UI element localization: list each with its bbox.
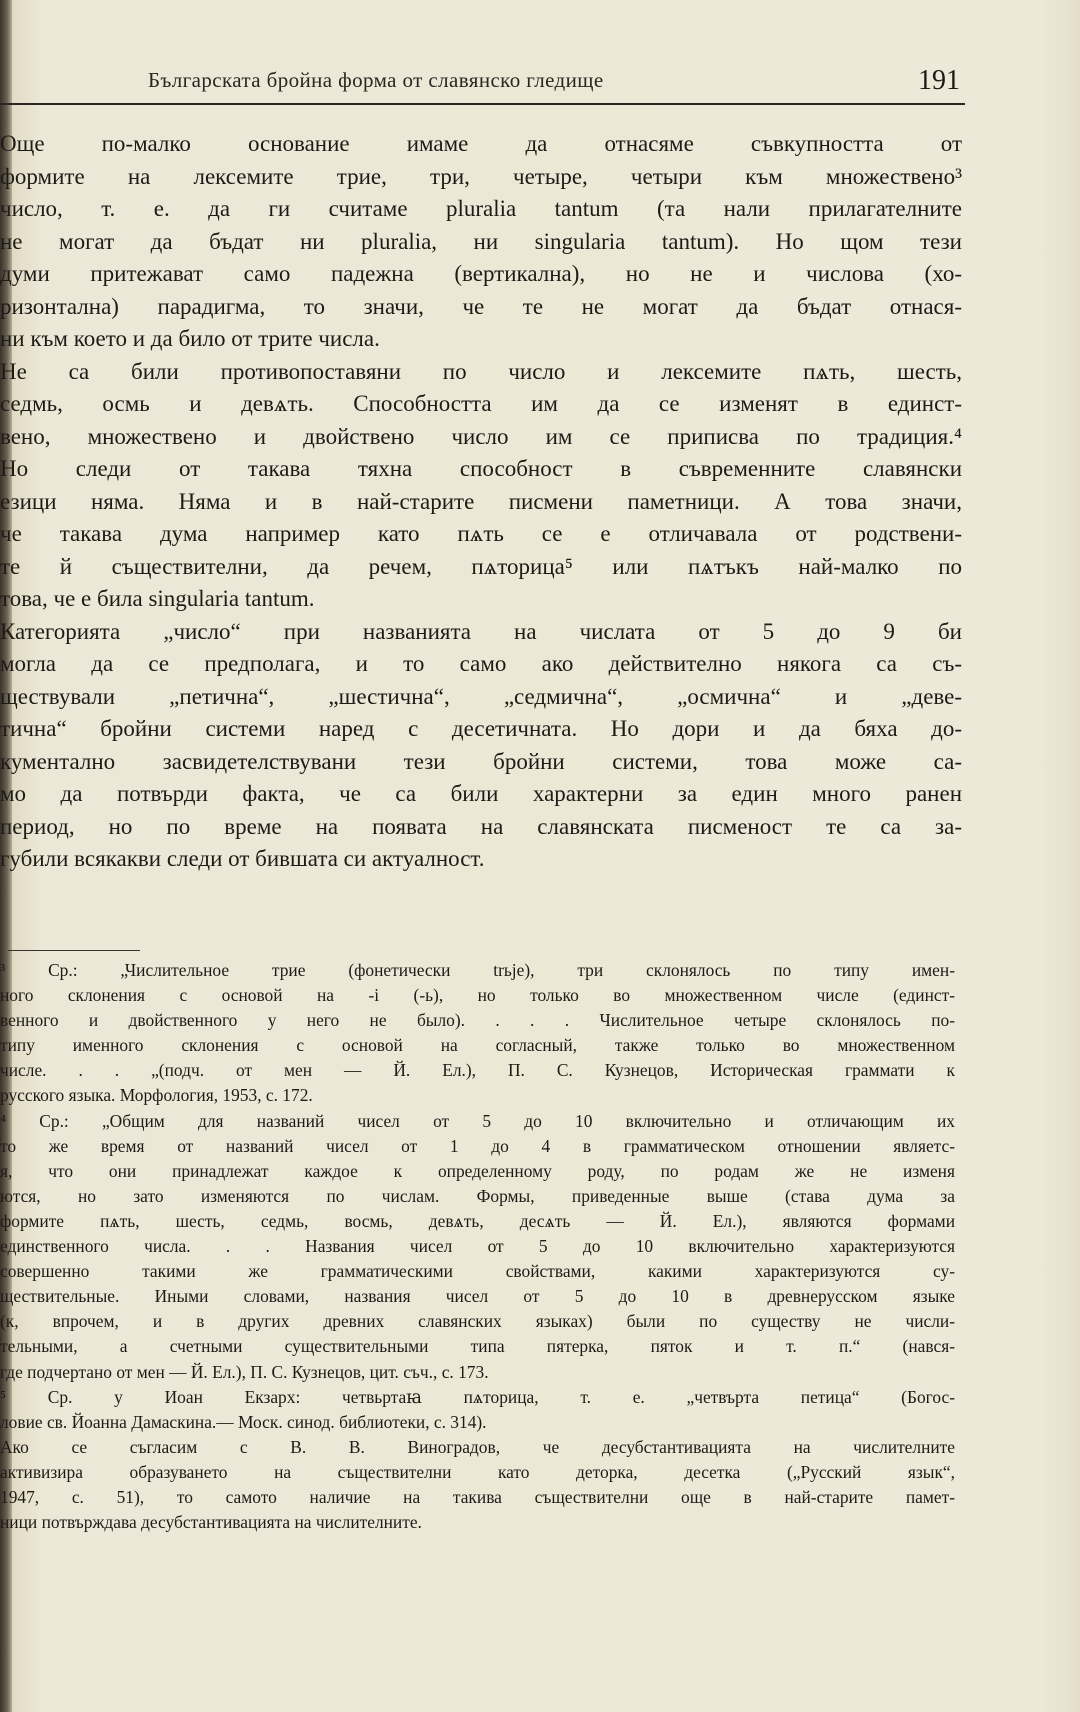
text-line: те й съществителни, да речем, пѧторица⁵ или пѧтъкъ най-малко по [0,553,962,579]
footnote-line: ются, но зато изменяются по числам. Формы, приведенные выше (става дума за [0,1185,955,1206]
header-rule [0,103,965,105]
footnote-separator [8,950,140,951]
footnote-line: единственного числа. . . Названия чисел от 5 до 10 включительно характеризуются [0,1236,955,1257]
text-line: това, че е била singularia tantum. [0,586,315,611]
running-title: Българската бройна форма от славянско гледище [148,68,604,92]
footnote-line: ³ Ср.: „Числительное трие (фонетически trьje), три склонялось по типу имен- [0,960,955,980]
text-line: период, но по време на появата на славянската писменост те са за- [0,813,962,839]
text-line: могла да се предполага, и то само ако действително някога са съ- [0,651,962,676]
main-text [0,128,962,876]
footnote-line: формите пѧть, шесть, седмь, восмь, девѧть, десѧть — Й. Ел.), являются формами [0,1210,955,1231]
text-line: Категорията „число“ при названията на числата от 5 до 9 би [0,618,962,644]
footnote-line: активизира образуването на съществителни като деторка, десетка („Русский язык“, [0,1461,955,1482]
footnote-line: венного и двойственного у него не было). . . . Числительное четыре склонялось по- [0,1010,955,1031]
footnote-line: 1947, с. 51), то самото наличие на такива съществителни още в най-старите памет- [0,1486,955,1507]
text-line: губили всякакви следи от бившата си актуалност. [0,846,485,871]
footnote-line: русского языка. Морфология, 1953, с. 172. [0,1085,313,1106]
text-line: ни към което и да било от трите числа. [0,326,380,351]
text-line: езици няма. Няма и в най-старите писмени паметници. А това значи, [0,488,962,514]
footnote-line: где подчертано от мен — Й. Ел.), П. С. Кузнецов, цит. съч., с. 173. [0,1361,489,1382]
text-line: Не са били противопоставяни по число и лексемите пѧть, шесть, [0,358,962,384]
footnote-line: типу именного склонения с основой на согласный, также только во множественном [0,1035,955,1056]
text-line: формите на лексемите трие, три, четыре, четыри към множествено³ [0,163,962,189]
footnote-line: числе. . . „(подч. от мен — Й. Ел.), П. С. Кузнецов, Историческая граммати к [0,1060,955,1081]
text-line: Но следи от такава тяхна способност в съвременните славянски [0,456,962,481]
text-line: Още по-малко основание имаме да отнасяме съвкупността от [0,131,962,156]
footnote-line: то же время от названий чисел от 1 до 4 в грамматическом отношении являетс- [0,1135,955,1156]
footnote-line: ници потвърждава десубстантивацията на числителните. [0,1512,422,1533]
footnote-line: ⁴ Ср.: „Общим для названий чисел от 5 до 10 включительно и отличающим их [0,1110,955,1131]
footnote-line: совершенно такими же грамматическими свойствами, какими характеризуются су- [0,1261,955,1282]
page-number: 191 [918,65,960,96]
text-line: тична“ бройни системи наред с десетичната. Но дори и да бяха до- [0,716,962,741]
page-header [0,60,968,112]
footnote-line: тельными, а счетными существительными типа пятерка, пяток и т. п.“ (нався- [0,1336,955,1357]
footnote-line: (к, впрочем, и в других древних славянских языках) были по существу не числи- [0,1311,955,1332]
text-line: число, т. е. да ги считаме pluralia tantum (та нали прилагателните [0,196,962,221]
footnote-line: ловие св. Йоанна Дамаскина.— Моск. синод. библиотеки, с. 314). [0,1411,487,1432]
footnote-line: ществительные. Иными словами, названия чисел от 5 до 10 в древнерусском языке [0,1286,955,1307]
text-line: кументално засвидетелствувани тези бройни системи, това може са- [0,748,962,774]
text-line: седмь, осмь и девѧть. Способността им да се изменят в единст- [0,391,962,416]
footnote-line: Ако се съгласим с В. В. Виноградов, че десубстантивацията на числителните [0,1436,955,1457]
text-line: думи притежават само падежна (вертикална), но не и числова (хо- [0,261,962,286]
text-line: не могат да бъдат ни pluralia, ни singularia tantum). Но щом тези [0,228,962,254]
footnote-line: ⁵ Ср. у Иоан Екзарх: четвьртаꙗ пѧторица, т. е. „четвърта петица“ (Богос- [0,1386,955,1407]
footnotes [0,958,955,1535]
text-line: че такава дума например като пѧть се е отличавала от родствени- [0,521,962,546]
text-line: мо да потвърди факта, че са били характерни за един много ранен [0,781,962,806]
footnote-line: ного склонения с основой на -i (-ь), но только во множественном числе (единст- [0,985,955,1006]
text-line: ществували „петична“, „шестична“, „седмична“, „осмична“ и „деве- [0,683,962,709]
text-line: ризонтална) парадигма, то значи, че те не могат да бъдат отнася- [0,293,962,319]
footnote-line: я, что они принадлежат каждое к определенному роду, по родам же не изменя [0,1160,955,1181]
text-line: вено, множествено и двойствено число им се приписва по традиция.⁴ [0,423,962,449]
